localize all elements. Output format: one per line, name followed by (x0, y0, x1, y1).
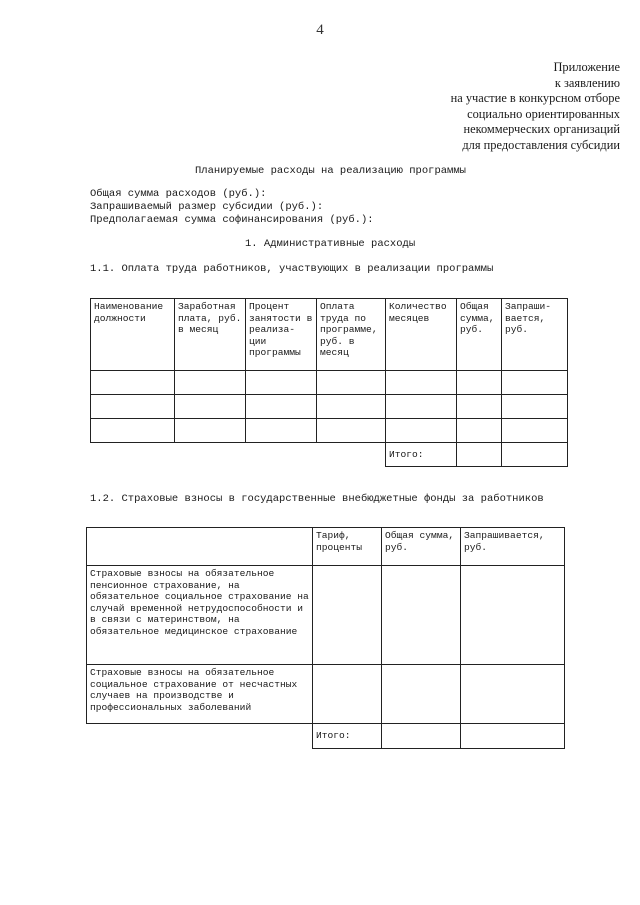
total-sum-cell[interactable] (457, 443, 502, 467)
appendix-header (451, 60, 620, 154)
cofinancing-label: Предполагаемая сумма софинансирования (руб.): (90, 214, 374, 226)
table-cell[interactable] (313, 566, 382, 665)
requested-subsidy-label: Запрашиваемый размер субсидии (руб.): (90, 201, 324, 213)
table-cell[interactable] (175, 395, 246, 419)
table-cell[interactable] (91, 395, 175, 419)
table-cell[interactable] (502, 371, 568, 395)
section-1-title: 1. Административные расходы (245, 238, 416, 250)
column-header (87, 528, 313, 566)
appendix-line: социально ориентированных (467, 106, 620, 121)
table-cell[interactable] (386, 371, 457, 395)
table-cell[interactable] (386, 395, 457, 419)
section-1-1-title: 1.1. Оплата труда работников, участвующих в реализации программы (90, 263, 494, 275)
table-cell[interactable] (461, 665, 565, 724)
column-header: Количество месяцев (386, 299, 457, 371)
table-cell[interactable] (461, 566, 565, 665)
table-cell[interactable] (317, 371, 386, 395)
table-cell[interactable] (313, 665, 382, 724)
row-label: Страховые взносы на обязательное пенсионное страхование, на обязательное социальное страхование на случай временной нетрудоспособности и в связи с материнством, на обязательное медицинское страхование (87, 566, 313, 665)
column-header: Наименование должности (91, 299, 175, 371)
total-expenses-label: Общая сумма расходов (руб.): (90, 188, 267, 200)
table-header-row (91, 299, 568, 371)
appendix-line: на участие в конкурсном отборе (450, 91, 620, 106)
page-title: Планируемые расходы на реализацию программы (195, 165, 466, 177)
appendix-line: Приложение (553, 60, 620, 74)
appendix-line: к заявлению (554, 75, 620, 90)
table-cell[interactable] (246, 419, 317, 443)
table-cell[interactable] (175, 419, 246, 443)
total-sum-cell[interactable] (382, 724, 461, 749)
column-header: Оплата труда по программе, руб. в месяц (317, 299, 386, 371)
insurance-table (86, 527, 565, 749)
appendix-line: для предоставления субсидии (462, 137, 620, 152)
total-label: Итого: (313, 724, 382, 749)
column-header: Запрашивается, руб. (461, 528, 565, 566)
row-label: Страховые взносы на обязательное социальное страхование от несчастных случаев на производстве и профессиональных заболеваний (87, 665, 313, 724)
column-header: Тариф, проценты (313, 528, 382, 566)
table-cell[interactable] (457, 371, 502, 395)
table-row (87, 665, 565, 724)
table-row (91, 371, 568, 395)
table-cell[interactable] (317, 395, 386, 419)
table-cell[interactable] (246, 371, 317, 395)
table-cell[interactable] (317, 419, 386, 443)
table-total-row (87, 724, 565, 749)
table-cell[interactable] (502, 395, 568, 419)
table-cell[interactable] (382, 566, 461, 665)
table-header-row (87, 528, 565, 566)
table-row (87, 566, 565, 665)
page-number: 4 (316, 22, 324, 38)
column-header: Общая сумма, руб. (382, 528, 461, 566)
labor-cost-table (90, 298, 568, 467)
table-cell[interactable] (457, 419, 502, 443)
total-label: Итого: (386, 443, 457, 467)
table-row (91, 419, 568, 443)
column-header: Запраши- вается, руб. (502, 299, 568, 371)
total-requested-cell[interactable] (502, 443, 568, 467)
section-1-2-title: 1.2. Страховые взносы в государственные внебюджетные фонды за работников (90, 493, 544, 505)
table-total-row (91, 443, 568, 467)
column-header: Процент занятости в реализа- ции программы (246, 299, 317, 371)
table-cell[interactable] (457, 395, 502, 419)
table-cell[interactable] (386, 419, 457, 443)
table-cell[interactable] (246, 395, 317, 419)
table-cell[interactable] (91, 371, 175, 395)
appendix-line: некоммерческих организаций (463, 122, 620, 137)
column-header: Заработная плата, руб. в месяц (175, 299, 246, 371)
table-cell[interactable] (175, 371, 246, 395)
table-cell[interactable] (382, 665, 461, 724)
column-header: Общая сумма, руб. (457, 299, 502, 371)
table-cell[interactable] (91, 419, 175, 443)
table-cell[interactable] (502, 419, 568, 443)
table-row (91, 395, 568, 419)
total-requested-cell[interactable] (461, 724, 565, 749)
